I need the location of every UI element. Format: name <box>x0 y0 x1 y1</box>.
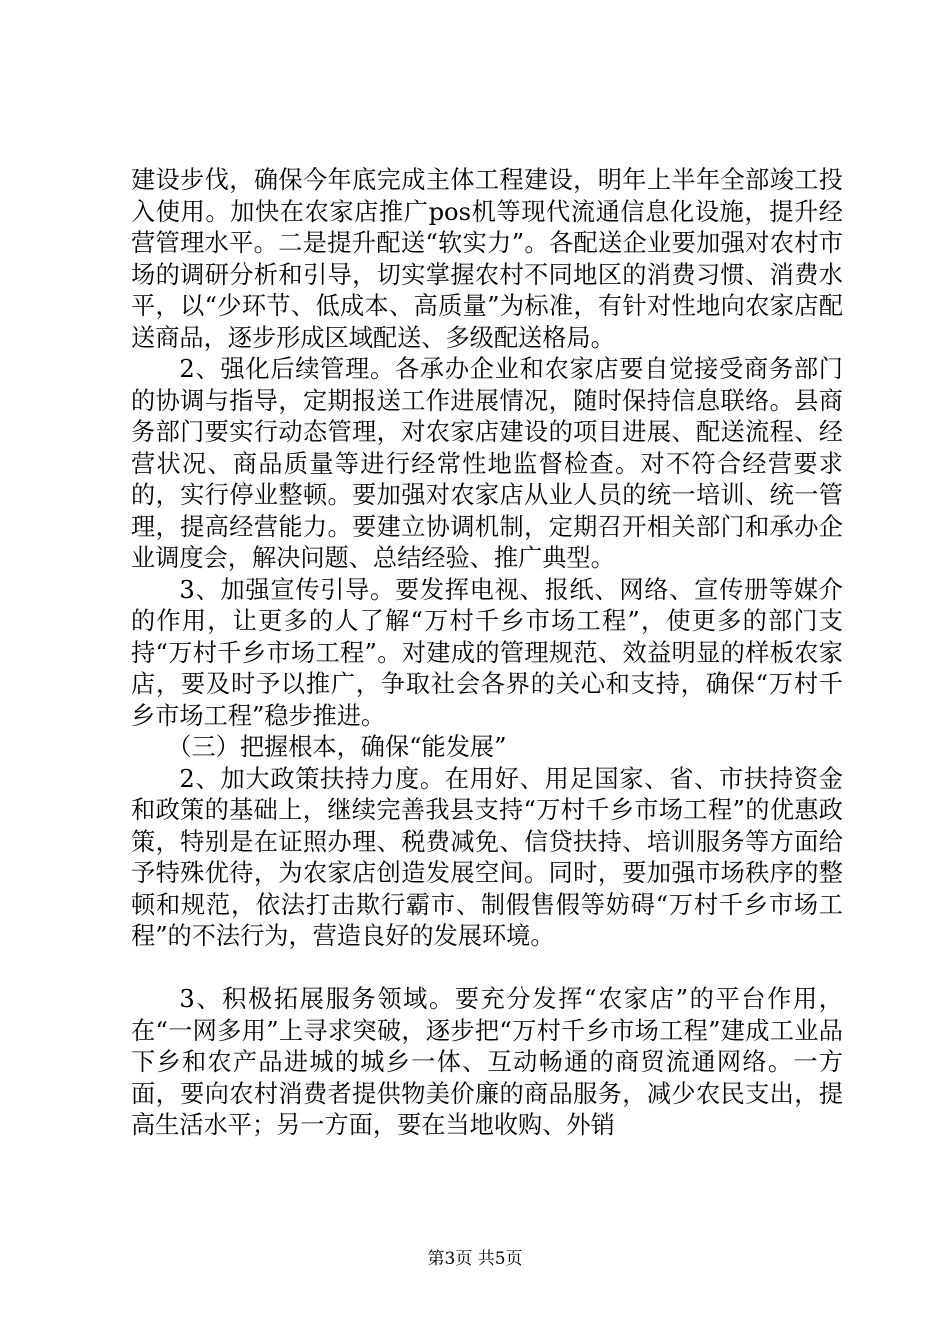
page-footer: 第3页 共5页 <box>427 1249 523 1269</box>
paragraph-distribution-continued: 建设步伐，确保今年底完成主体工程建设，明年上半年全部竣工投入使用。加快在农家店推广pos机等现代流通信息化设施，提升经营管理水平。二是提升配送“软实力”。各配送企业要加强对农村市场的调研分析和引导，切实掌握农村不同地区的消费习惯、消费水平，以“少环节、低成本、高质量”为标准，有针对性地向农家店配送商品，逐步形成区域配送、多级配送格局。 <box>131 166 843 352</box>
document-body <box>131 165 843 1142</box>
paragraph-follow-up-management: 2、强化后续管理。各承办企业和农家店要自觉接受商务部门的协调与指导，定期报送工作进展情况，随时保持信息联络。县商务部门要实行动态管理，对农家店建设的项目进展、配送流程、经营状况、商品质量等进行经常性地监督检查。对不符合经营要求的，实行停业整顿。要加强对农家店从业人员的统一培训、统一管理，提高经营能力。要建立协调机制，定期召开相关部门和承办企业调度会，解决问题、总结经验、推广典型。 <box>131 355 843 572</box>
paragraph-policy-support: 2、加大政策扶持力度。在用好、用足国家、省、市扶持资金和政策的基础上，继续完善我县支持“万村千乡市场工程”的优惠政策，特别是在证照办理、税费减免、信贷扶持、培训服务等方面给予特殊优待，为农家店创造发展空间。同时，要加强市场秩序的整顿和规范，依法打击欺行霸市、制假售假等妨碍“万村千乡市场工程”的不法行为，营造良好的发展环境。 <box>131 764 843 950</box>
paragraph-service-expansion: 3、积极拓展服务领域。要充分发挥“农家店”的平台作用，在“一网多用”上寻求突破，逐步把“万村千乡市场工程”建成工业品下乡和农产品进城的城乡一体、互动畅通的商贸流通网络。一方面，要向农村消费者提供物美价廉的商品服务，减少农民支出，提高生活水平；另一方面，要在当地收购、外销 <box>131 985 843 1139</box>
section-heading-development: （三）把握根本，确保“能发展” <box>167 733 507 761</box>
paragraph-publicity-guidance: 3、加强宣传引导。要发挥电视、报纸、网络、宣传册等媒介的作用，让更多的人了解“万村千乡市场工程”，使更多的部门支持“万村千乡市场工程”。对建成的管理规范、效益明显的样板农家店，要及时予以推广，争取社会各界的关心和支持，确保“万村千乡市场工程”稳步推进。 <box>131 575 843 730</box>
